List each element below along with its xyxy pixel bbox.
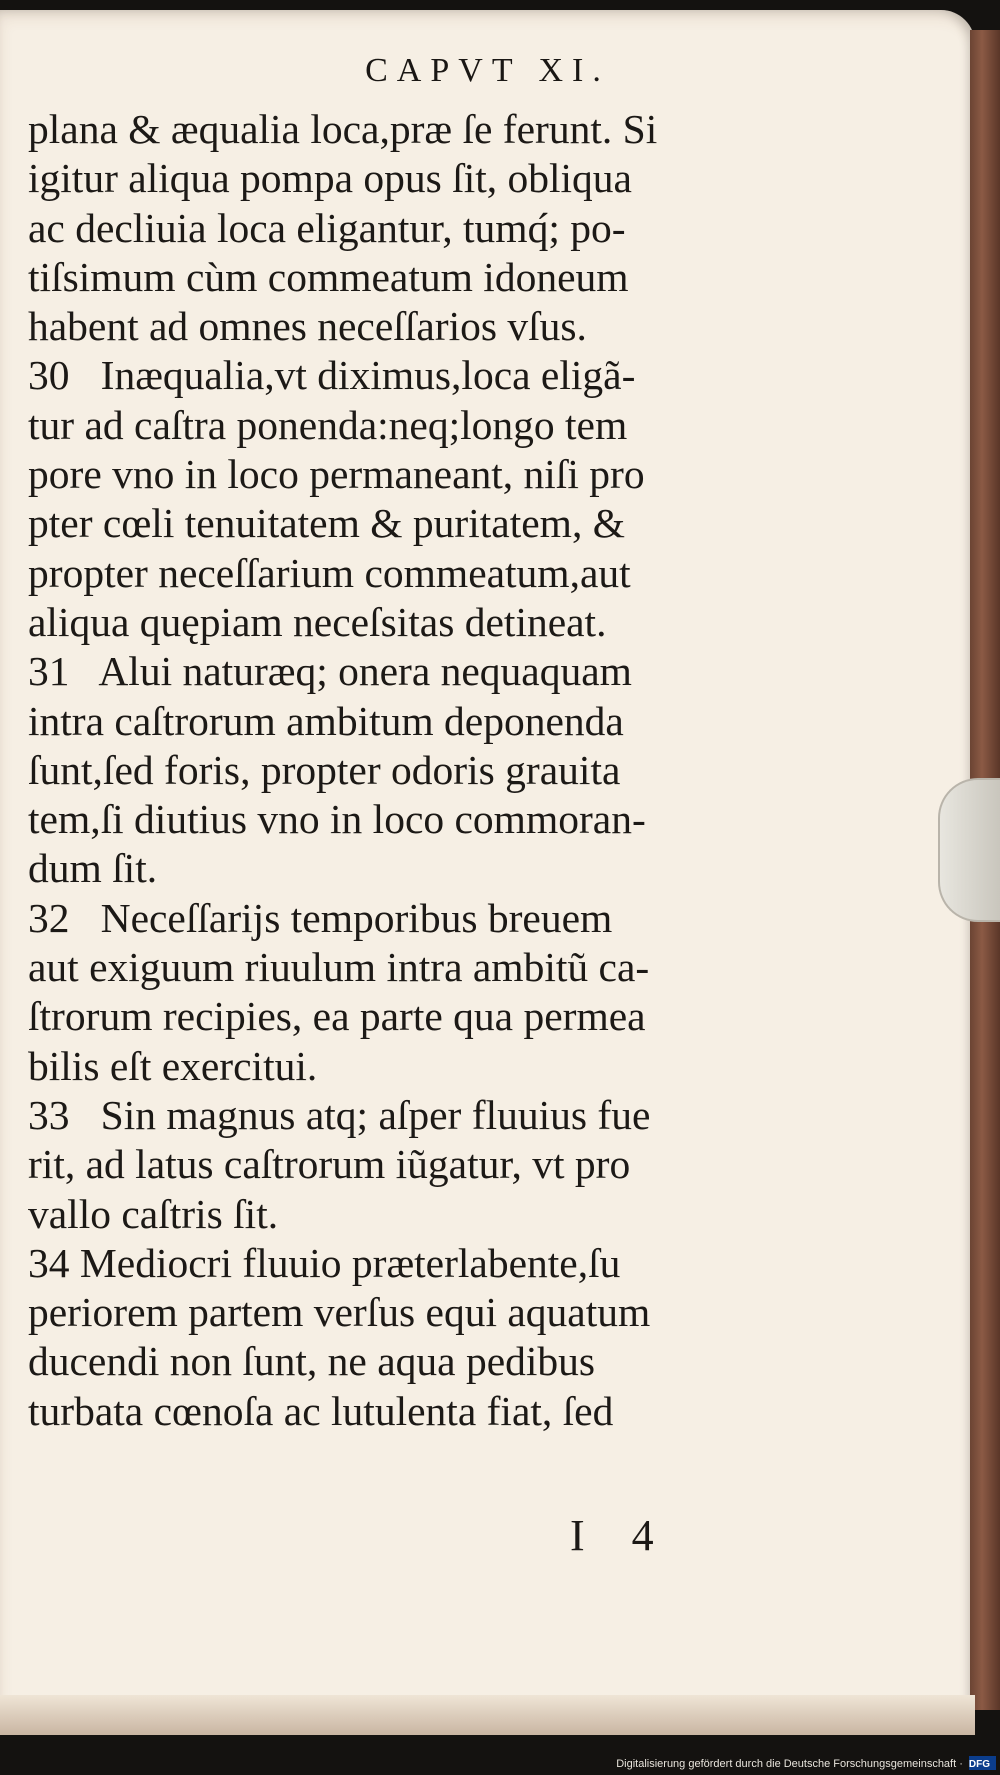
text-line: ſunt,ſed foris, propter odoris grauita xyxy=(28,746,621,793)
text-line: tem,ſi diutius vno in loco commoran- xyxy=(28,796,646,843)
text-line: tiſsimum cùm commeatum idoneum xyxy=(28,253,629,300)
text-line: 33 Sin magnus atq; aſper fluuius fue xyxy=(28,1091,651,1138)
dfg-logo: DFG xyxy=(969,1756,996,1770)
footer-credit xyxy=(0,1755,1000,1775)
page-bottom-shadow xyxy=(0,1695,975,1735)
text-line: igitur aliqua pompa opus ſit, obliqua xyxy=(28,155,632,202)
page-tab-marker xyxy=(938,778,1000,922)
body-text xyxy=(28,105,748,1436)
text-line: periorem partem verſus equi aquatum xyxy=(28,1289,651,1336)
text-line: dum ſit. xyxy=(28,845,158,892)
text-line: habent ad omnes neceſſarios vſus. xyxy=(28,303,587,350)
text-line: ſtrorum recipies, ea parte qua permea xyxy=(28,993,646,1040)
text-line: turbata cœnoſa ac lutulenta fiat, ſed xyxy=(28,1387,614,1434)
running-head: CAPVT XI. xyxy=(365,52,610,89)
text-line: plana & æqualia loca,præ ſe ferunt. Si xyxy=(28,106,658,152)
text-line: tur ad caſtra ponenda:neq;longo tem xyxy=(28,401,628,448)
text-line: propter neceſſarium commeatum,aut xyxy=(28,549,631,596)
signature-mark: I 4 xyxy=(570,1511,672,1560)
text-line: rit, ad latus caſtrorum iũgatur, vt pro xyxy=(28,1141,631,1188)
text-line: intra caſtrorum ambitum deponenda xyxy=(28,697,624,744)
text-line: pter cœli tenuitatem & puritatem, & xyxy=(28,500,625,547)
text-line: aliqua quępiam neceſsitas detineat. xyxy=(28,598,607,645)
text-line: 32 Neceſſarijs temporibus breuem xyxy=(28,894,613,941)
text-line: vallo caſtris ſit. xyxy=(28,1190,279,1237)
footer-text: Digitalisierung gefördert durch die Deutsche Forschungsgemeinschaft · xyxy=(616,1758,963,1770)
text-line: 34 Mediocri fluuio præterlabente,ſu xyxy=(28,1239,621,1286)
text-line: aut exiguum riuulum intra ambitũ ca- xyxy=(28,944,650,991)
text-line: 30 Inæqualia,vt diximus,loca eligã- xyxy=(28,352,636,399)
text-line: 31 Alui naturæq; onera nequaquam xyxy=(28,648,632,695)
text-line: ducendi non ſunt, ne aqua pedibus xyxy=(28,1338,596,1385)
text-line: bilis eſt exercitui. xyxy=(28,1042,318,1089)
text-line: ac decliuia loca eligantur, tumq́; po- xyxy=(28,204,626,251)
text-line: pore vno in loco permaneant, niſi pro xyxy=(28,451,645,498)
